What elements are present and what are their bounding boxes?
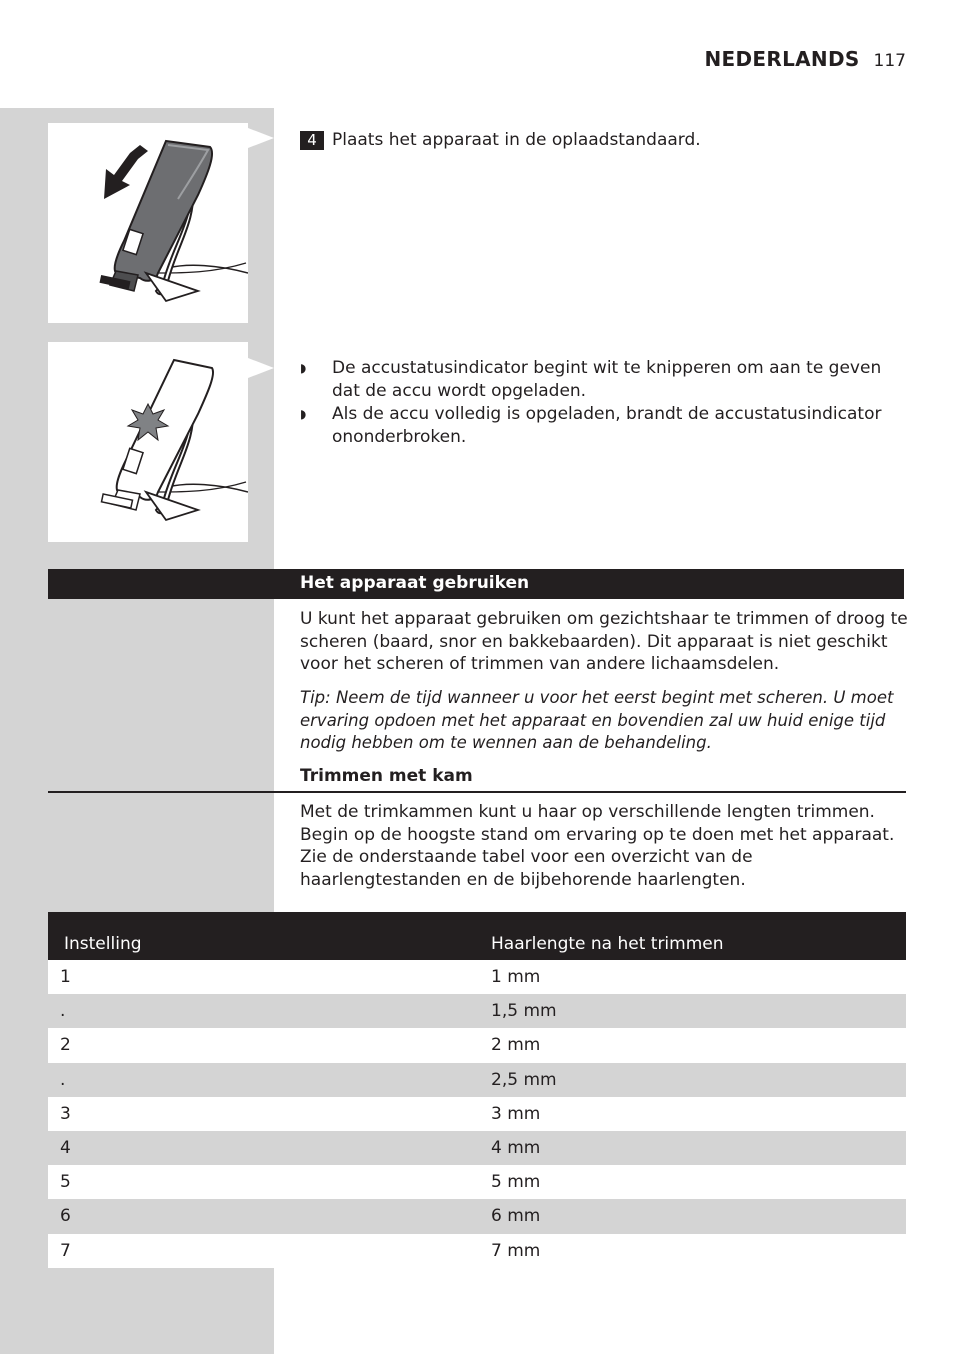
table-row <box>48 1165 906 1199</box>
setting-cell: 2 <box>48 1028 491 1062</box>
table-row <box>48 994 906 1028</box>
table-row <box>48 1199 906 1233</box>
bullet-icon: ◗ <box>300 407 307 421</box>
table-row <box>48 960 906 994</box>
indicator-bullet-list <box>300 357 905 449</box>
length-cell: 1 mm <box>491 960 906 994</box>
setting-cell: . <box>48 994 491 1028</box>
step-4 <box>300 130 701 150</box>
paragraph-line: Zie de onderstaande tabel voor een overzicht van de haarlengtestanden en de bijbehorende haarlengten. <box>300 847 753 890</box>
subsection-rule <box>48 791 906 793</box>
step-number-badge: 4 <box>300 131 324 150</box>
step-text: Plaats het apparaat in de oplaadstandaard. <box>332 130 701 150</box>
paragraph-line: Begin op de hoogste stand om ervaring op te doen met het apparaat. <box>300 824 895 845</box>
table-header-row <box>48 912 906 960</box>
illustration-charging-indicator <box>48 342 248 542</box>
language-label: NEDERLANDS <box>704 47 860 71</box>
column-header-length: Haarlengte na het trimmen <box>491 912 906 960</box>
table-row <box>48 1131 906 1165</box>
table-row <box>48 1097 906 1131</box>
shaver-blinking-indicator-icon <box>48 342 248 542</box>
length-cell: 6 mm <box>491 1199 906 1233</box>
setting-cell: 7 <box>48 1234 491 1268</box>
illustration-pointer <box>248 358 274 378</box>
length-cell: 4 mm <box>491 1131 906 1165</box>
length-cell: 1,5 mm <box>491 994 906 1028</box>
shaver-into-stand-icon <box>48 123 248 323</box>
table-row <box>48 1234 906 1268</box>
length-cell: 2 mm <box>491 1028 906 1062</box>
section-heading-bar <box>48 569 904 599</box>
setting-cell: 6 <box>48 1199 491 1233</box>
page-header <box>705 47 906 71</box>
length-cell: 3 mm <box>491 1097 906 1131</box>
length-cell: 7 mm <box>491 1234 906 1268</box>
setting-cell: 4 <box>48 1131 491 1165</box>
page-number: 117 <box>873 51 906 71</box>
bullet-icon: ◗ <box>300 361 307 375</box>
illustration-pointer <box>248 128 274 148</box>
column-header-setting: Instelling <box>48 912 491 960</box>
table-row <box>48 1063 906 1097</box>
bullet-text: Als de accu volledig is opgeladen, brandt de accustatusindicator ononderbroken. <box>332 404 882 447</box>
trim-paragraph <box>300 801 910 891</box>
paragraph-line: Met de trimkammen kunt u haar op verschillende lengten trimmen. <box>300 802 875 822</box>
section-title: Het apparaat gebruiken <box>300 573 530 593</box>
length-cell: 2,5 mm <box>491 1063 906 1097</box>
length-cell: 5 mm <box>491 1165 906 1199</box>
subsection-title: Trimmen met kam <box>300 766 473 786</box>
setting-cell: 3 <box>48 1097 491 1131</box>
tip-paragraph: Tip: Neem de tijd wanneer u voor het eerst begint met scheren. U moet ervaring opdoen met het apparaat en bovendien zal uw huid enige tijd nodig hebben om te wennen aan de behandeling. <box>300 688 894 752</box>
table-row <box>48 1028 906 1062</box>
intro-paragraph: U kunt het apparaat gebruiken om gezichtshaar te trimmen of droog te scheren (baard, snor en bakkebaarden). Dit apparaat is niet geschikt voor het scheren of trimmen van andere lichaamsdelen. <box>300 609 908 674</box>
list-item <box>300 357 905 403</box>
setting-cell: 1 <box>48 960 491 994</box>
setting-cell: . <box>48 1063 491 1097</box>
illustration-place-in-stand <box>48 123 248 323</box>
hair-length-table <box>48 912 906 1268</box>
bullet-text: De accustatusindicator begint wit te knipperen om aan te geven dat de accu wordt opgeladen. <box>332 358 882 401</box>
list-item <box>300 403 905 449</box>
setting-cell: 5 <box>48 1165 491 1199</box>
